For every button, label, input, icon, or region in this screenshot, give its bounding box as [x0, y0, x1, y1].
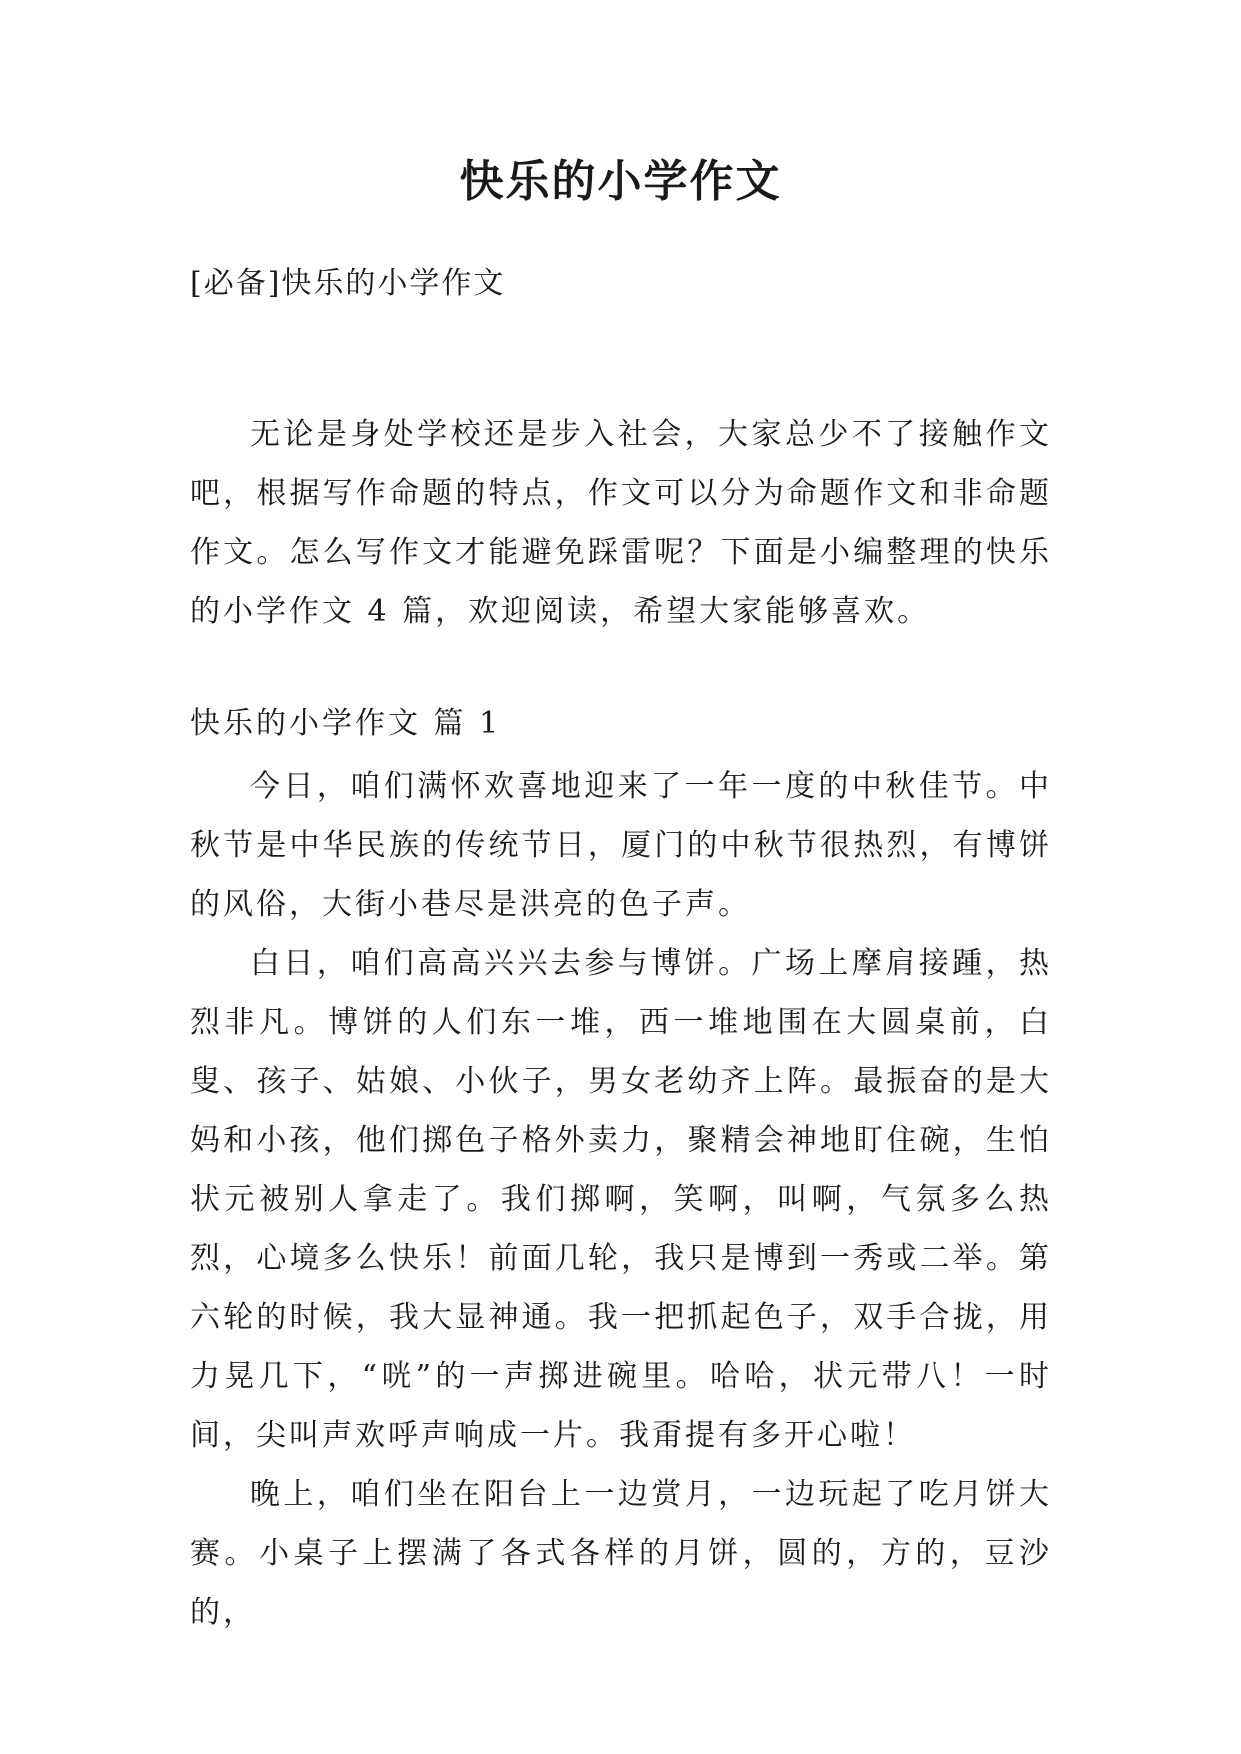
article-paragraph-3: 晚上，咱们坐在阳台上一边赏月，一边玩起了吃月饼大赛。小桌子上摆满了各式各样的月饼，圆的，方的，豆沙的，: [190, 1477, 1052, 1630]
article-paragraph-2: 白日，咱们高高兴兴去参与博饼。广场上摩肩接踵，热烈非凡。博饼的人们东一堆，西一堆地围在大圆桌前，白叟、孩子、姑娘、小伙子，男女老幼齐上阵。最振奋的是大妈和小孩，他们掷色子格外卖力，聚精会神地盯住碗，生怕状元被别人拿走了。我们掷啊，笑啊，叫啊，气氛多么热烈，心境多么快乐！前面几轮，我只是博到一秀或二举。第六轮的时候，我大显神通。我一把抓起色子，双手合拢，用力晃几下，“咣”的一声掷进碗里。哈哈，状元带八！一时间，尖叫声欢呼声响成一片。我甭提有多开心啦！: [190, 946, 1052, 1453]
intro-paragraph: 无论是身处学校还是步入社会，大家总少不了接触作文吧，根据写作命题的特点，作文可以分为命题作文和非命题作文。怎么写作文才能避免踩雷呢？下面是小编整理的快乐的小学作文 4 篇，欢迎阅读，希望大家能够喜欢。: [190, 417, 1052, 629]
article-body: [190, 757, 1052, 1642]
section-heading: 快乐的小学作文 篇 1: [190, 706, 502, 741]
document-title: 快乐的小学作文: [459, 156, 782, 207]
document-subtitle: [必备]快乐的小学作文: [190, 266, 506, 301]
article-paragraph-1: 今日，咱们满怀欢喜地迎来了一年一度的中秋佳节。中秋节是中华民族的传统节日，厦门的中秋节很热烈，有博饼的风俗，大街小巷尽是洪亮的色子声。: [190, 769, 1052, 922]
